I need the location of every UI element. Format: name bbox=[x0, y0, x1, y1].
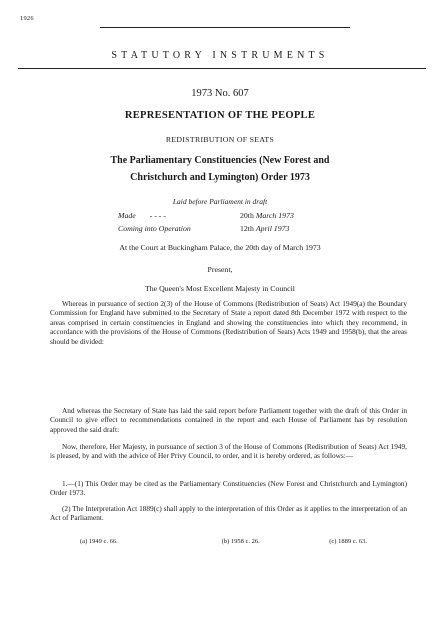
made-date: 20th March 1973 bbox=[240, 211, 294, 220]
operation-label: Coming into Operation bbox=[118, 224, 191, 233]
instrument-subject: REPRESENTATION OF THE PEOPLE bbox=[124, 110, 316, 121]
instrument-title bbox=[0, 152, 440, 186]
paragraph-whereas: Whereas in pursuance of section 2(3) of the House of Commons (Redistribution of Seats) Act 1949(a) the Boundary Commission for England have submitted to the Secretary of State a report dated 8th December 1972 with respect to the areas comprised in certain constituencies in England and showing the constituencies into which they recommend, in accordance with the provisions of the House of Commons (Redistribution of Seats) Acts 1949 and 1958(b), that the areas should be divided: bbox=[50, 299, 407, 346]
laid-note: Laid before Parliament in draft bbox=[172, 197, 268, 206]
paragraph-and-whereas: And whereas the Secretary of State has laid the said report before Parliament together with the draft of this Order in Council to give effect to recommendations contained in the report and each House of Parliament has by resolution approved the said draft: bbox=[50, 406, 407, 434]
footnote-b: (b) 1958 c. 26. bbox=[221, 538, 260, 545]
operation-date: 12th April 1973 bbox=[240, 224, 290, 233]
present-line: Present, bbox=[207, 265, 233, 274]
series-heading: STATUTORY INSTRUMENTS bbox=[111, 50, 329, 61]
instrument-subsubject: REDISTRIBUTION OF SEATS bbox=[165, 135, 275, 144]
operation-row bbox=[118, 222, 294, 235]
footnote-a: (a) 1949 c. 66. bbox=[80, 538, 118, 545]
header-rule-bottom bbox=[18, 68, 426, 69]
paragraph-now-therefore: Now, therefore, Her Majesty, in pursuance of section 3 of the House of Commons (Redistribution of Seats) Act 1949, is pleased, by and with the advice of Her Privy Council, to order, and it is hereby ordered, as follows:— bbox=[50, 442, 407, 461]
paragraph-citation: 1.—(1) This Order may be cited as the Parliamentary Constituencies (New Forest and Christchurch and Lymington) Order 1973. bbox=[50, 479, 407, 498]
made-label: Made - - - - bbox=[118, 211, 166, 220]
header-rule-top bbox=[100, 27, 350, 28]
dates-table bbox=[118, 209, 294, 235]
title-line-1: The Parliamentary Constituencies (New Forest and bbox=[110, 155, 330, 166]
footnote-c: (c) 1889 c. 63. bbox=[329, 538, 367, 545]
title-line-2: Christchurch and Lymington) Order 1973 bbox=[130, 172, 310, 183]
made-row bbox=[118, 209, 294, 222]
paragraph-interpretation: (2) The Interpretation Act 1889(c) shall apply to the interpretation of this Order as it applies to the interpretation of an Act of Parliament. bbox=[50, 504, 407, 523]
queen-line: The Queen's Most Excellent Majesty in Council bbox=[145, 284, 295, 293]
footnotes bbox=[80, 538, 420, 545]
page-number: 1926 bbox=[20, 15, 34, 22]
court-line: At the Court at Buckingham Palace, the 20th day of March 1973 bbox=[119, 243, 321, 252]
instrument-number: 1973 No. 607 bbox=[191, 88, 249, 99]
